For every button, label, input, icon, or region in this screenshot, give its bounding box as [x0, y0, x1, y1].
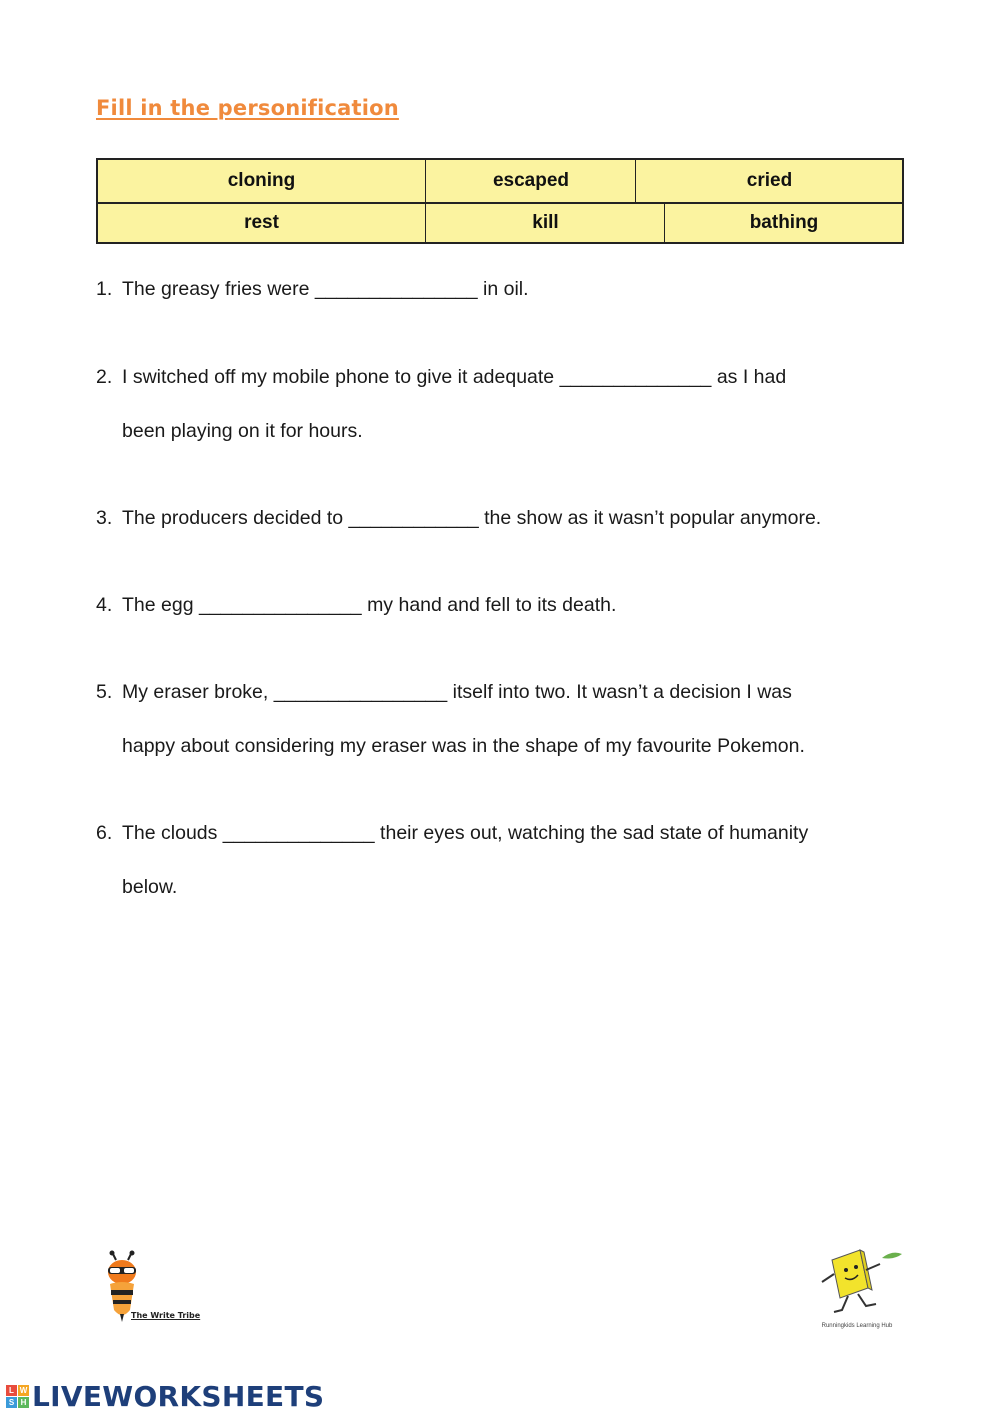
question-number: 6.: [96, 822, 113, 844]
question-text: I switched off my mobile phone to give it adequate ______________ as I had: [122, 366, 787, 388]
question-text: The greasy fries were _______________ in oil.: [122, 278, 529, 300]
word-bank-cell: rest: [244, 212, 279, 233]
liveworksheets-brand: [6, 1380, 324, 1413]
running-book-logo-icon: [812, 1244, 908, 1320]
question-2: [96, 350, 916, 458]
question-text: The egg _______________ my hand and fell to its death.: [122, 594, 617, 616]
brand-blocks-icon: L W S H: [6, 1385, 29, 1408]
question-number: 1.: [96, 278, 113, 300]
question-6: [96, 806, 916, 914]
word-bank-row: [98, 160, 902, 204]
worksheet-title: Fill in the personification: [96, 96, 399, 120]
question-number: 2.: [96, 366, 113, 388]
question-number: 4.: [96, 594, 113, 616]
book-logo-caption: Runningkids Learning Hub: [821, 1323, 893, 1329]
question-text: The clouds ______________ their eyes out, watching the sad state of humanity: [122, 822, 809, 844]
question-number: 5.: [96, 681, 113, 703]
question-5: [96, 665, 916, 773]
word-bank-cell: kill: [425, 202, 665, 244]
question-text-continued: happy about considering my eraser was in the shape of my favourite Pokemon.: [122, 735, 805, 757]
word-bank-cell: cloning: [227, 170, 296, 191]
word-bank-cell: bathing: [664, 202, 903, 244]
word-bank-row: [98, 202, 902, 244]
question-text: The producers decided to ____________ the show as it wasn’t popular anymore.: [122, 507, 822, 529]
word-bank-table: [96, 158, 904, 244]
word-bank-cell: cried: [635, 160, 903, 202]
question-text-continued: been playing on it for hours.: [122, 420, 363, 442]
question-number: 3.: [96, 507, 113, 529]
word-bank-cell: escaped: [425, 160, 636, 202]
bee-logo-caption: The Write Tribe: [131, 1311, 201, 1320]
question-text-continued: below.: [122, 876, 178, 898]
question-1: [96, 262, 916, 316]
brand-name: LIVEWORKSHEETS: [32, 1380, 325, 1413]
question-text: My eraser broke, ________________ itself into two. It wasn’t a decision I was: [122, 681, 792, 703]
question-3: [96, 491, 916, 545]
question-4: [96, 578, 916, 632]
